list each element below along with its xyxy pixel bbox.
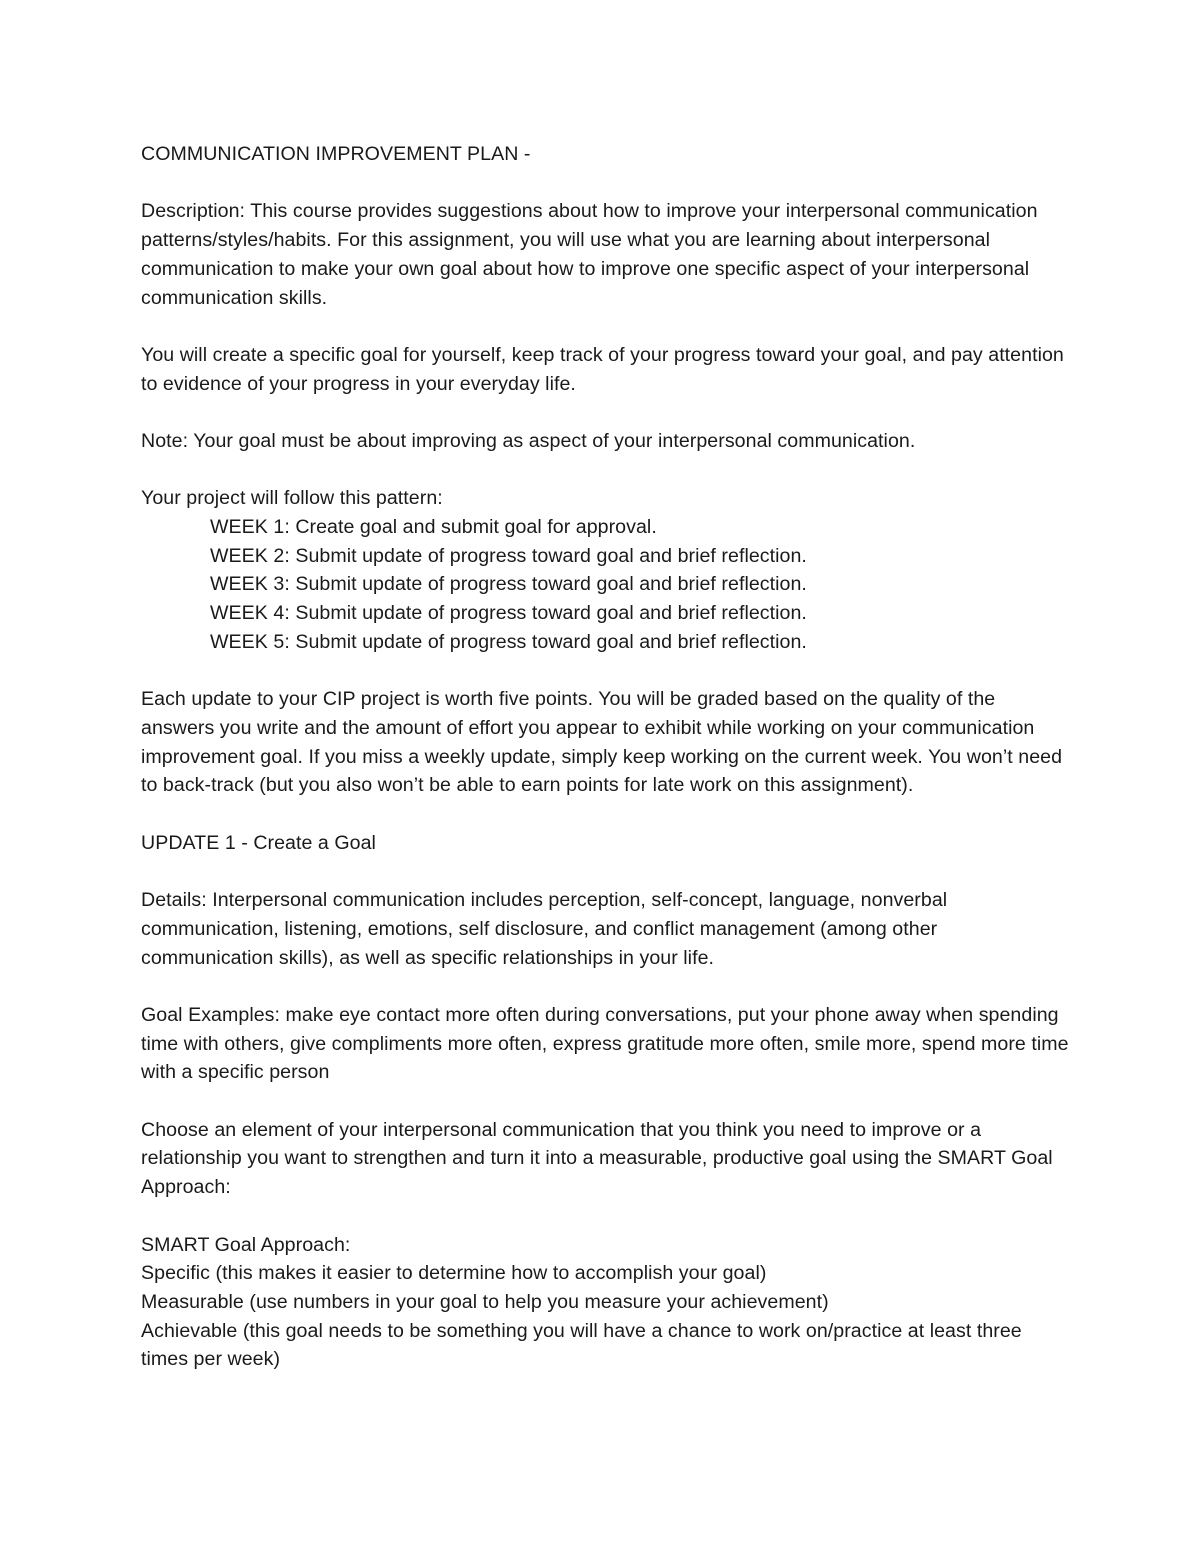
smart-item-specific: Specific (this makes it easier to determine how to accomplish your goal) xyxy=(141,1262,767,1285)
week-item: WEEK 4: Submit update of progress toward goal and brief reflection. xyxy=(210,602,807,625)
week-item: WEEK 5: Submit update of progress toward goal and brief reflection. xyxy=(210,630,807,653)
week-item: WEEK 2: Submit update of progress toward goal and brief reflection. xyxy=(210,544,807,567)
grading-paragraph: Each update to your CIP project is worth five points. You will be graded based on the quality of the answers you write and the amount of effort you appear to exhibit while working on your communication improvement goal. If you miss a weekly update, simply keep working on the current week. You won’t need to back-track (but you also won’t be able to earn points for late work on this assignment). xyxy=(141,688,1063,797)
week-item: WEEK 1: Create goal and submit goal for approval. xyxy=(210,516,657,539)
smart-item-achievable: Achievable (this goal needs to be something you will have a chance to work on/practice at least three times per week) xyxy=(141,1319,1022,1371)
week-item: WEEK 3: Submit update of progress toward goal and brief reflection. xyxy=(210,573,807,596)
note-paragraph: Note: Your goal must be about improving as aspect of your interpersonal communication. xyxy=(141,429,916,452)
pattern-intro: Your project will follow this pattern: xyxy=(141,487,443,510)
goal-examples-paragraph: Goal Examples: make eye contact more often during conversations, put your phone away when spending time with others, give compliments more often, express gratitude more often, smile more, spend more time with a specific person xyxy=(141,1003,1069,1084)
choose-paragraph: Choose an element of your interpersonal communication that you think you need to improve or a relationship you want to strengthen and turn it into a measurable, productive goal using the SMART Goal Approach: xyxy=(141,1118,1053,1199)
document-body xyxy=(141,140,1071,1374)
details-paragraph: Details: Interpersonal communication includes perception, self-concept, language, nonverbal communication, listening, emotions, self disclosure, and conflict management (among other communication skills), as well as specific relationships in your life. xyxy=(141,889,948,969)
smart-item-measurable: Measurable (use numbers in your goal to help you measure your achievement) xyxy=(141,1290,829,1313)
smart-heading: SMART Goal Approach: xyxy=(141,1233,351,1256)
create-goal-paragraph: You will create a specific goal for yourself, keep track of your progress toward your goal, and pay attention to evidence of your progress in your everyday life. xyxy=(141,343,1064,395)
update-heading: UPDATE 1 - Create a Goal xyxy=(141,831,376,854)
smart-section xyxy=(141,1231,1071,1375)
pattern-section xyxy=(141,484,1071,656)
description-paragraph: Description: This course provides suggestions about how to improve your interpersonal communication patterns/styles/habits. For this assignment, you will use what you are learning about interpersonal communication to make your own goal about how to improve one specific aspect of your interpersonal communication skills. xyxy=(141,200,1038,309)
week-list xyxy=(141,513,1071,657)
document-title: COMMUNICATION IMPROVEMENT PLAN - xyxy=(141,143,531,165)
